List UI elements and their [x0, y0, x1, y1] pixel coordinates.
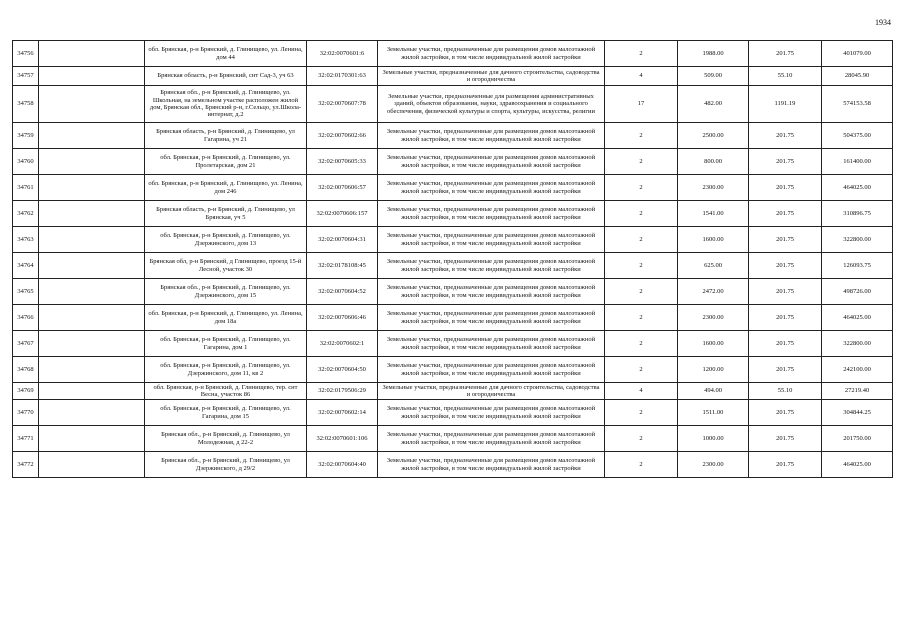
group-cell: 2	[605, 123, 678, 149]
group-cell: 2	[605, 253, 678, 279]
table-row	[13, 149, 893, 175]
cadastral-number-cell: 32:02:0070602:14	[307, 400, 378, 426]
area-cell: 2300.00	[678, 175, 749, 201]
group-cell: 2	[605, 426, 678, 452]
rate-cell: 201.75	[749, 279, 822, 305]
area-cell: 2472.00	[678, 279, 749, 305]
table-row	[13, 123, 893, 149]
cadastral-number-cell: 32:02:0070606:57	[307, 175, 378, 201]
value-cell: 304844.25	[822, 400, 893, 426]
cadastral-number-cell: 32:02:0070602:66	[307, 123, 378, 149]
rate-cell: 55.10	[749, 67, 822, 86]
address-cell: обл. Брянская, р-н Брянский, д. Глинищево, ул. Дзержинского, дом 11, кв 2	[145, 357, 307, 383]
address-cell: Брянская обл, р-н Брянский, д Глинищево, проезд 15-й Лесной, участок 30	[145, 253, 307, 279]
cadastral-number-cell: 32:02:0070604:40	[307, 452, 378, 478]
row-id: 34759	[13, 123, 39, 149]
cadastral-number-cell: 32:02:0178108:45	[307, 253, 378, 279]
value-cell: 464025.00	[822, 175, 893, 201]
area-cell: 2500.00	[678, 123, 749, 149]
purpose-cell: Земельные участки, предназначенные для размещения домов малоэтажной жилой застройки, в том числе индивидуальной жилой застройки	[378, 175, 605, 201]
purpose-cell: Земельные участки, предназначенные для размещения домов малоэтажной жилой застройки, в том числе индивидуальной жилой застройки	[378, 400, 605, 426]
table-row	[13, 357, 893, 383]
cadastral-number-cell: 32:02:0070607:78	[307, 86, 378, 123]
row-id: 34771	[13, 426, 39, 452]
value-cell: 574153.58	[822, 86, 893, 123]
row-id: 34760	[13, 149, 39, 175]
purpose-cell: Земельные участки, предназначенные для размещения домов малоэтажной жилой застройки, в том числе индивидуальной жилой застройки	[378, 305, 605, 331]
empty-cell	[39, 86, 145, 123]
empty-cell	[39, 400, 145, 426]
group-cell: 2	[605, 41, 678, 67]
area-cell: 482.00	[678, 86, 749, 123]
area-cell: 1988.00	[678, 41, 749, 67]
area-cell: 494.00	[678, 383, 749, 400]
table-row	[13, 67, 893, 86]
row-id: 34770	[13, 400, 39, 426]
purpose-cell: Земельные участки, предназначенные для размещения домов малоэтажной жилой застройки, в том числе индивидуальной жилой застройки	[378, 41, 605, 67]
table-row	[13, 305, 893, 331]
cadastral-number-cell: 32:02:0070601:106	[307, 426, 378, 452]
table-row	[13, 400, 893, 426]
table-row	[13, 175, 893, 201]
rate-cell: 201.75	[749, 201, 822, 227]
group-cell: 2	[605, 400, 678, 426]
value-cell: 28045.90	[822, 67, 893, 86]
row-id: 34757	[13, 67, 39, 86]
row-id: 34768	[13, 357, 39, 383]
value-cell: 242100.00	[822, 357, 893, 383]
purpose-cell: Земельные участки, предназначенные для дачного строительства, садоводства и огородничества	[378, 383, 605, 400]
table-row	[13, 279, 893, 305]
rate-cell: 201.75	[749, 41, 822, 67]
value-cell: 310896.75	[822, 201, 893, 227]
rate-cell: 55.10	[749, 383, 822, 400]
rate-cell: 201.75	[749, 331, 822, 357]
row-id: 34763	[13, 227, 39, 253]
address-cell: обл. Брянская, р-н Брянский, д. Глинищево, ул. Ленина, дом 44	[145, 41, 307, 67]
purpose-cell: Земельные участки, предназначенные для размещения домов малоэтажной жилой застройки, в том числе индивидуальной жилой застройки	[378, 201, 605, 227]
empty-cell	[39, 123, 145, 149]
rate-cell: 201.75	[749, 305, 822, 331]
value-cell: 322800.00	[822, 227, 893, 253]
row-id: 34756	[13, 41, 39, 67]
empty-cell	[39, 331, 145, 357]
value-cell: 161400.00	[822, 149, 893, 175]
cadastral-number-cell: 32:02:0070604:52	[307, 279, 378, 305]
cadastral-number-cell: 32:02:0070602:1	[307, 331, 378, 357]
address-cell: обл. Брянская, р-н Брянский, д. Глинищево, ул. Ленина, дом 246	[145, 175, 307, 201]
group-cell: 17	[605, 86, 678, 123]
value-cell: 464025.00	[822, 305, 893, 331]
group-cell: 2	[605, 149, 678, 175]
cadastral-number-cell: 32:02:0070606:157	[307, 201, 378, 227]
rate-cell: 1191.19	[749, 86, 822, 123]
cadastral-number-cell: 32:02:0170301:63	[307, 67, 378, 86]
area-cell: 1600.00	[678, 331, 749, 357]
rate-cell: 201.75	[749, 357, 822, 383]
purpose-cell: Земельные участки, предназначенные для размещения домов малоэтажной жилой застройки, в том числе индивидуальной жилой застройки	[378, 331, 605, 357]
group-cell: 2	[605, 227, 678, 253]
value-cell: 498726.00	[822, 279, 893, 305]
cadastral-number-cell: 32:02:0070606:46	[307, 305, 378, 331]
row-id: 34765	[13, 279, 39, 305]
empty-cell	[39, 452, 145, 478]
row-id: 34767	[13, 331, 39, 357]
rate-cell: 201.75	[749, 149, 822, 175]
row-id: 34772	[13, 452, 39, 478]
value-cell: 464025.00	[822, 452, 893, 478]
purpose-cell: Земельные участки, предназначенные для размещения административных зданий, объектов образования, науки, здравоохранения и социального обеспечения, физической культуры и спорта, культуры, искусства, религии	[378, 86, 605, 123]
area-cell: 800.00	[678, 149, 749, 175]
empty-cell	[39, 227, 145, 253]
empty-cell	[39, 67, 145, 86]
empty-cell	[39, 279, 145, 305]
row-id: 34764	[13, 253, 39, 279]
group-cell: 2	[605, 452, 678, 478]
rate-cell: 201.75	[749, 253, 822, 279]
cadastral-number-cell: 32:02:0070604:50	[307, 357, 378, 383]
area-cell: 1200.00	[678, 357, 749, 383]
purpose-cell: Земельные участки, предназначенные для размещения домов малоэтажной жилой застройки, в том числе индивидуальной жилой застройки	[378, 279, 605, 305]
address-cell: Брянская обл., р-н Брянский, д. Глинищево, ул Дзержинского, д 29/2	[145, 452, 307, 478]
purpose-cell: Земельные участки, предназначенные для размещения домов малоэтажной жилой застройки, в том числе индивидуальной жилой застройки	[378, 227, 605, 253]
group-cell: 4	[605, 67, 678, 86]
empty-cell	[39, 426, 145, 452]
table-row	[13, 426, 893, 452]
purpose-cell: Земельные участки, предназначенные для размещения домов малоэтажной жилой застройки, в том числе индивидуальной жилой застройки	[378, 253, 605, 279]
value-cell: 201750.00	[822, 426, 893, 452]
group-cell: 2	[605, 357, 678, 383]
empty-cell	[39, 253, 145, 279]
table-row	[13, 253, 893, 279]
empty-cell	[39, 175, 145, 201]
table-row	[13, 41, 893, 67]
purpose-cell: Земельные участки, предназначенные для размещения домов малоэтажной жилой застройки, в том числе индивидуальной жилой застройки	[378, 452, 605, 478]
address-cell: Брянская область, р-н Брянский, снт Сад-3, уч 63	[145, 67, 307, 86]
row-id: 34762	[13, 201, 39, 227]
table-row	[13, 383, 893, 400]
row-id: 34769	[13, 383, 39, 400]
area-cell: 509.00	[678, 67, 749, 86]
empty-cell	[39, 41, 145, 67]
value-cell: 322800.00	[822, 331, 893, 357]
purpose-cell: Земельные участки, предназначенные для размещения домов малоэтажной жилой застройки, в том числе индивидуальной жилой застройки	[378, 357, 605, 383]
table-row	[13, 227, 893, 253]
purpose-cell: Земельные участки, предназначенные для размещения домов малоэтажной жилой застройки, в том числе индивидуальной жилой застройки	[378, 123, 605, 149]
cadastral-number-cell: 32:02:0070601:6	[307, 41, 378, 67]
table-row	[13, 86, 893, 123]
group-cell: 2	[605, 201, 678, 227]
area-cell: 2300.00	[678, 305, 749, 331]
value-cell: 126093.75	[822, 253, 893, 279]
cadastral-value-table	[12, 40, 893, 478]
value-cell: 27219.40	[822, 383, 893, 400]
group-cell: 2	[605, 331, 678, 357]
address-cell: обл. Брянская, р-н Брянский, д. Глинищево, ул. Гагарина, дом 1	[145, 331, 307, 357]
rate-cell: 201.75	[749, 175, 822, 201]
purpose-cell: Земельные участки, предназначенные для размещения домов малоэтажной жилой застройки, в том числе индивидуальной жилой застройки	[378, 426, 605, 452]
address-cell: Брянская обл., р-н Брянский, д. Глинищево, ул. Дзержинского, дом 15	[145, 279, 307, 305]
address-cell: обл. Брянская, р-н Брянский, д. Глинищево, ул. Пролетарская, дом 21	[145, 149, 307, 175]
group-cell: 2	[605, 279, 678, 305]
page-number: 1934	[875, 18, 891, 27]
rate-cell: 201.75	[749, 426, 822, 452]
row-id: 34758	[13, 86, 39, 123]
address-cell: Брянская область, р-н Брянский, д. Глинищево, ул Гагарина, уч 21	[145, 123, 307, 149]
address-cell: обл. Брянская, р-н Брянский, д. Глинищево, ул. Ленина, дом 18а	[145, 305, 307, 331]
area-cell: 625.00	[678, 253, 749, 279]
table-row	[13, 452, 893, 478]
area-cell: 1511.00	[678, 400, 749, 426]
cadastral-number-cell: 32:02:0179506:29	[307, 383, 378, 400]
table-row	[13, 331, 893, 357]
table-body	[13, 41, 893, 478]
address-cell: обл. Брянская, р-н Брянский, д. Глинищево, тер. снт Весна, участок 86	[145, 383, 307, 400]
address-cell: обл. Брянская, р-н Брянский, д. Глинищево, ул. Гагарина, дом 15	[145, 400, 307, 426]
purpose-cell: Земельные участки, предназначенные для дачного строительства, садоводства и огородничества	[378, 67, 605, 86]
address-cell: Брянская область, р-н Брянский, д. Глинищево, ул Брянская, уч 5	[145, 201, 307, 227]
empty-cell	[39, 357, 145, 383]
cadastral-number-cell: 32:02:0070605:33	[307, 149, 378, 175]
empty-cell	[39, 305, 145, 331]
value-cell: 401079.00	[822, 41, 893, 67]
rate-cell: 201.75	[749, 123, 822, 149]
purpose-cell: Земельные участки, предназначенные для размещения домов малоэтажной жилой застройки, в том числе индивидуальной жилой застройки	[378, 149, 605, 175]
address-cell: Брянская обл., р-н Брянский, д. Глинищево, ул. Школьная, на земельном участке расположен жилой дом, Брянская обл., Брянский р-н, г.Сельцо, ул.Школа-интернат, д.2	[145, 86, 307, 123]
empty-cell	[39, 149, 145, 175]
empty-cell	[39, 383, 145, 400]
table-row	[13, 201, 893, 227]
group-cell: 2	[605, 175, 678, 201]
rate-cell: 201.75	[749, 227, 822, 253]
value-cell: 504375.00	[822, 123, 893, 149]
rate-cell: 201.75	[749, 452, 822, 478]
area-cell: 1541.00	[678, 201, 749, 227]
group-cell: 4	[605, 383, 678, 400]
address-cell: обл. Брянская, р-н Брянский, д. Глинищево, ул. Дзержинского, дом 13	[145, 227, 307, 253]
empty-cell	[39, 201, 145, 227]
group-cell: 2	[605, 305, 678, 331]
rate-cell: 201.75	[749, 400, 822, 426]
area-cell: 2300.00	[678, 452, 749, 478]
row-id: 34761	[13, 175, 39, 201]
address-cell: Брянская обл., р-н Брянский, д. Глинищево, ул Молодежная, д 22-2	[145, 426, 307, 452]
cadastral-number-cell: 32:02:0070604:31	[307, 227, 378, 253]
row-id: 34766	[13, 305, 39, 331]
area-cell: 1000.00	[678, 426, 749, 452]
area-cell: 1600.00	[678, 227, 749, 253]
